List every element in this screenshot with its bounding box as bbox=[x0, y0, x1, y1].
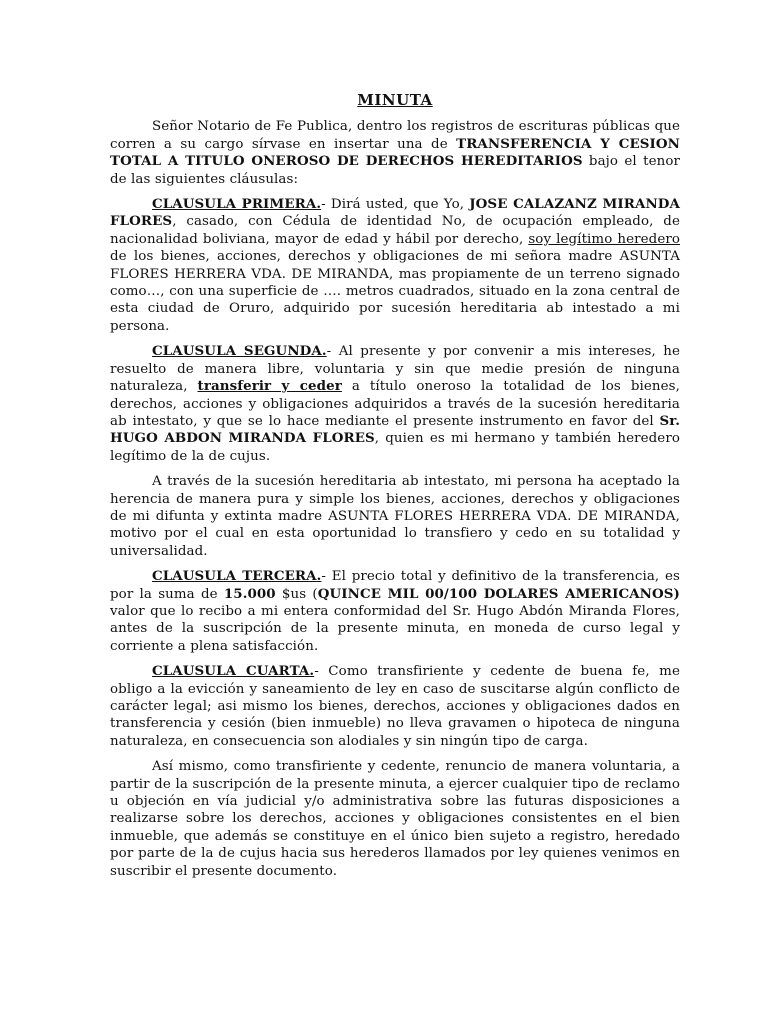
intro-text-1: Señor Notario de Fe Publica, dentro los registros de escrituras públicas que corren a su cargo sírvase en insertar una de bbox=[110, 119, 680, 152]
clausula-cuarta-text-1: - Como transfiriente y cedente de buena fe, me obligo a la evicción y saneamiento de ley en caso de suscitarse algún conflicto de carácter legal; asi mismo los bienes, derechos, acciones y obligaciones dados en transferencia y cesión (bien inmueble) no lleva gravamen o hipoteca de ninguna naturaleza, en consecuencia son alodiales y sin ningún tipo de carga. bbox=[110, 664, 680, 749]
intro-paragraph bbox=[110, 118, 680, 188]
clausula-tercera-text-1: - El precio total y definitivo de la transferencia, es por la suma de bbox=[110, 569, 680, 602]
clausula-tercera-heading: CLAUSULA TERCERA. bbox=[152, 568, 322, 585]
clausula-primera-text-3: de los bienes, acciones, derechos y obligaciones de mi señora madre ASUNTA FLORES HERRERA VDA. DE MIRANDA, mas propiamente de un terreno signado como…, con una superficie de …. metros cuadrados, situado en la zona central de esta ciudad de Oruro, adquirido por sucesión hereditaria ab intestado a mi persona. bbox=[110, 249, 680, 334]
clausula-segunda-name: Sr. HUGO ABDON MIRANDA FLORES bbox=[110, 412, 680, 447]
renuncia-paragraph: Así mismo, como transfiriente y cedente, renuncio de manera voluntaria, a partir de la suscripción de la presente minuta, a ejercer cualquier tipo de reclamo u objeción en vía judicial y/o administrativa sobre las futuras disposiciones a realizarse sobre los derechos, acciones y obligaciones consistentes en el bien inmueble, que además se constituye en el único bien sujeto a registro, heredado por parte de la de cujus hacia sus herederos llamados por ley quienes venimos en suscribir el presente documento. bbox=[110, 759, 680, 879]
clausula-tercera-paragraph bbox=[110, 568, 680, 655]
clausula-primera-heading: CLAUSULA PRIMERA. bbox=[152, 196, 322, 213]
clausula-tercera-amount-words: QUINCE MIL 00/100 DOLARES AMERICANOS) bbox=[317, 585, 680, 602]
clausula-cuarta-heading: CLAUSULA CUARTA. bbox=[152, 663, 315, 680]
document-page bbox=[110, 92, 680, 888]
clausula-tercera-text-3: valor que lo recibo a mi entera conformidad del Sr. Hugo Abdón Miranda Flores, antes de la suscripción de la presente minuta, en moneda de curso legal y corriente a plena satisfacción. bbox=[110, 603, 680, 654]
clausula-cuarta-paragraph bbox=[110, 663, 680, 750]
clausula-tercera-text-2: $us ( bbox=[275, 586, 318, 602]
clausula-segunda-text-3: , quien es mi hermano y también heredero legítimo de la de cujus. bbox=[110, 431, 680, 464]
clausula-segunda-text-2: a título oneroso la totalidad de los bienes, derechos, acciones y obligaciones adquiridos a través de la sucesión hereditaria ab intestato, y que se lo hace mediante el presente instrumento en favor del bbox=[110, 379, 680, 429]
clausula-primera-name: JOSE CALAZANZ MIRANDA FLORES bbox=[110, 196, 680, 230]
clausula-primera-paragraph bbox=[110, 196, 680, 335]
clausula-segunda-paragraph bbox=[110, 343, 680, 465]
clausula-primera-text-2: , casado, con Cédula de identidad No, de ocupación empleado, de nacionalidad boliviana, mayor de edad y hábil por derecho, bbox=[110, 214, 680, 247]
clausula-segunda-text-1: - Al presente y por convenir a mis intereses, he resuelto de manera libre, voluntaria y sin que medie presión de ninguna naturaleza, bbox=[110, 344, 680, 395]
clausula-segunda-heading: CLAUSULA SEGUNDA. bbox=[152, 343, 327, 360]
clausula-primera-underline: soy legítimo heredero bbox=[528, 231, 681, 247]
intro-text-2: bajo el tenor de las siguientes cláusulas: bbox=[110, 154, 680, 187]
document-title: MINUTA bbox=[357, 91, 433, 109]
clausula-segunda-bold-underline: transferir y ceder bbox=[197, 378, 342, 395]
clausula-tercera-amount: 15.000 bbox=[223, 585, 276, 602]
intro-bold-heading: TRANSFERENCIA Y CESION TOTAL A TITULO ONEROSO DE DERECHOS HEREDITARIOS bbox=[110, 135, 680, 170]
sucesion-paragraph: A través de la sucesión hereditaria ab intestato, mi persona ha aceptado la herencia de manera pura y simple los bienes, acciones, derechos y obligaciones de mi difunta y extinta madre ASUNTA FLORES HERRERA VDA. DE MIRANDA, motivo por el cual en esta oportunidad lo transfiero y cedo en su totalidad y universalidad. bbox=[110, 474, 680, 559]
clausula-primera-text-1: - Dirá usted, que Yo, bbox=[321, 197, 470, 213]
